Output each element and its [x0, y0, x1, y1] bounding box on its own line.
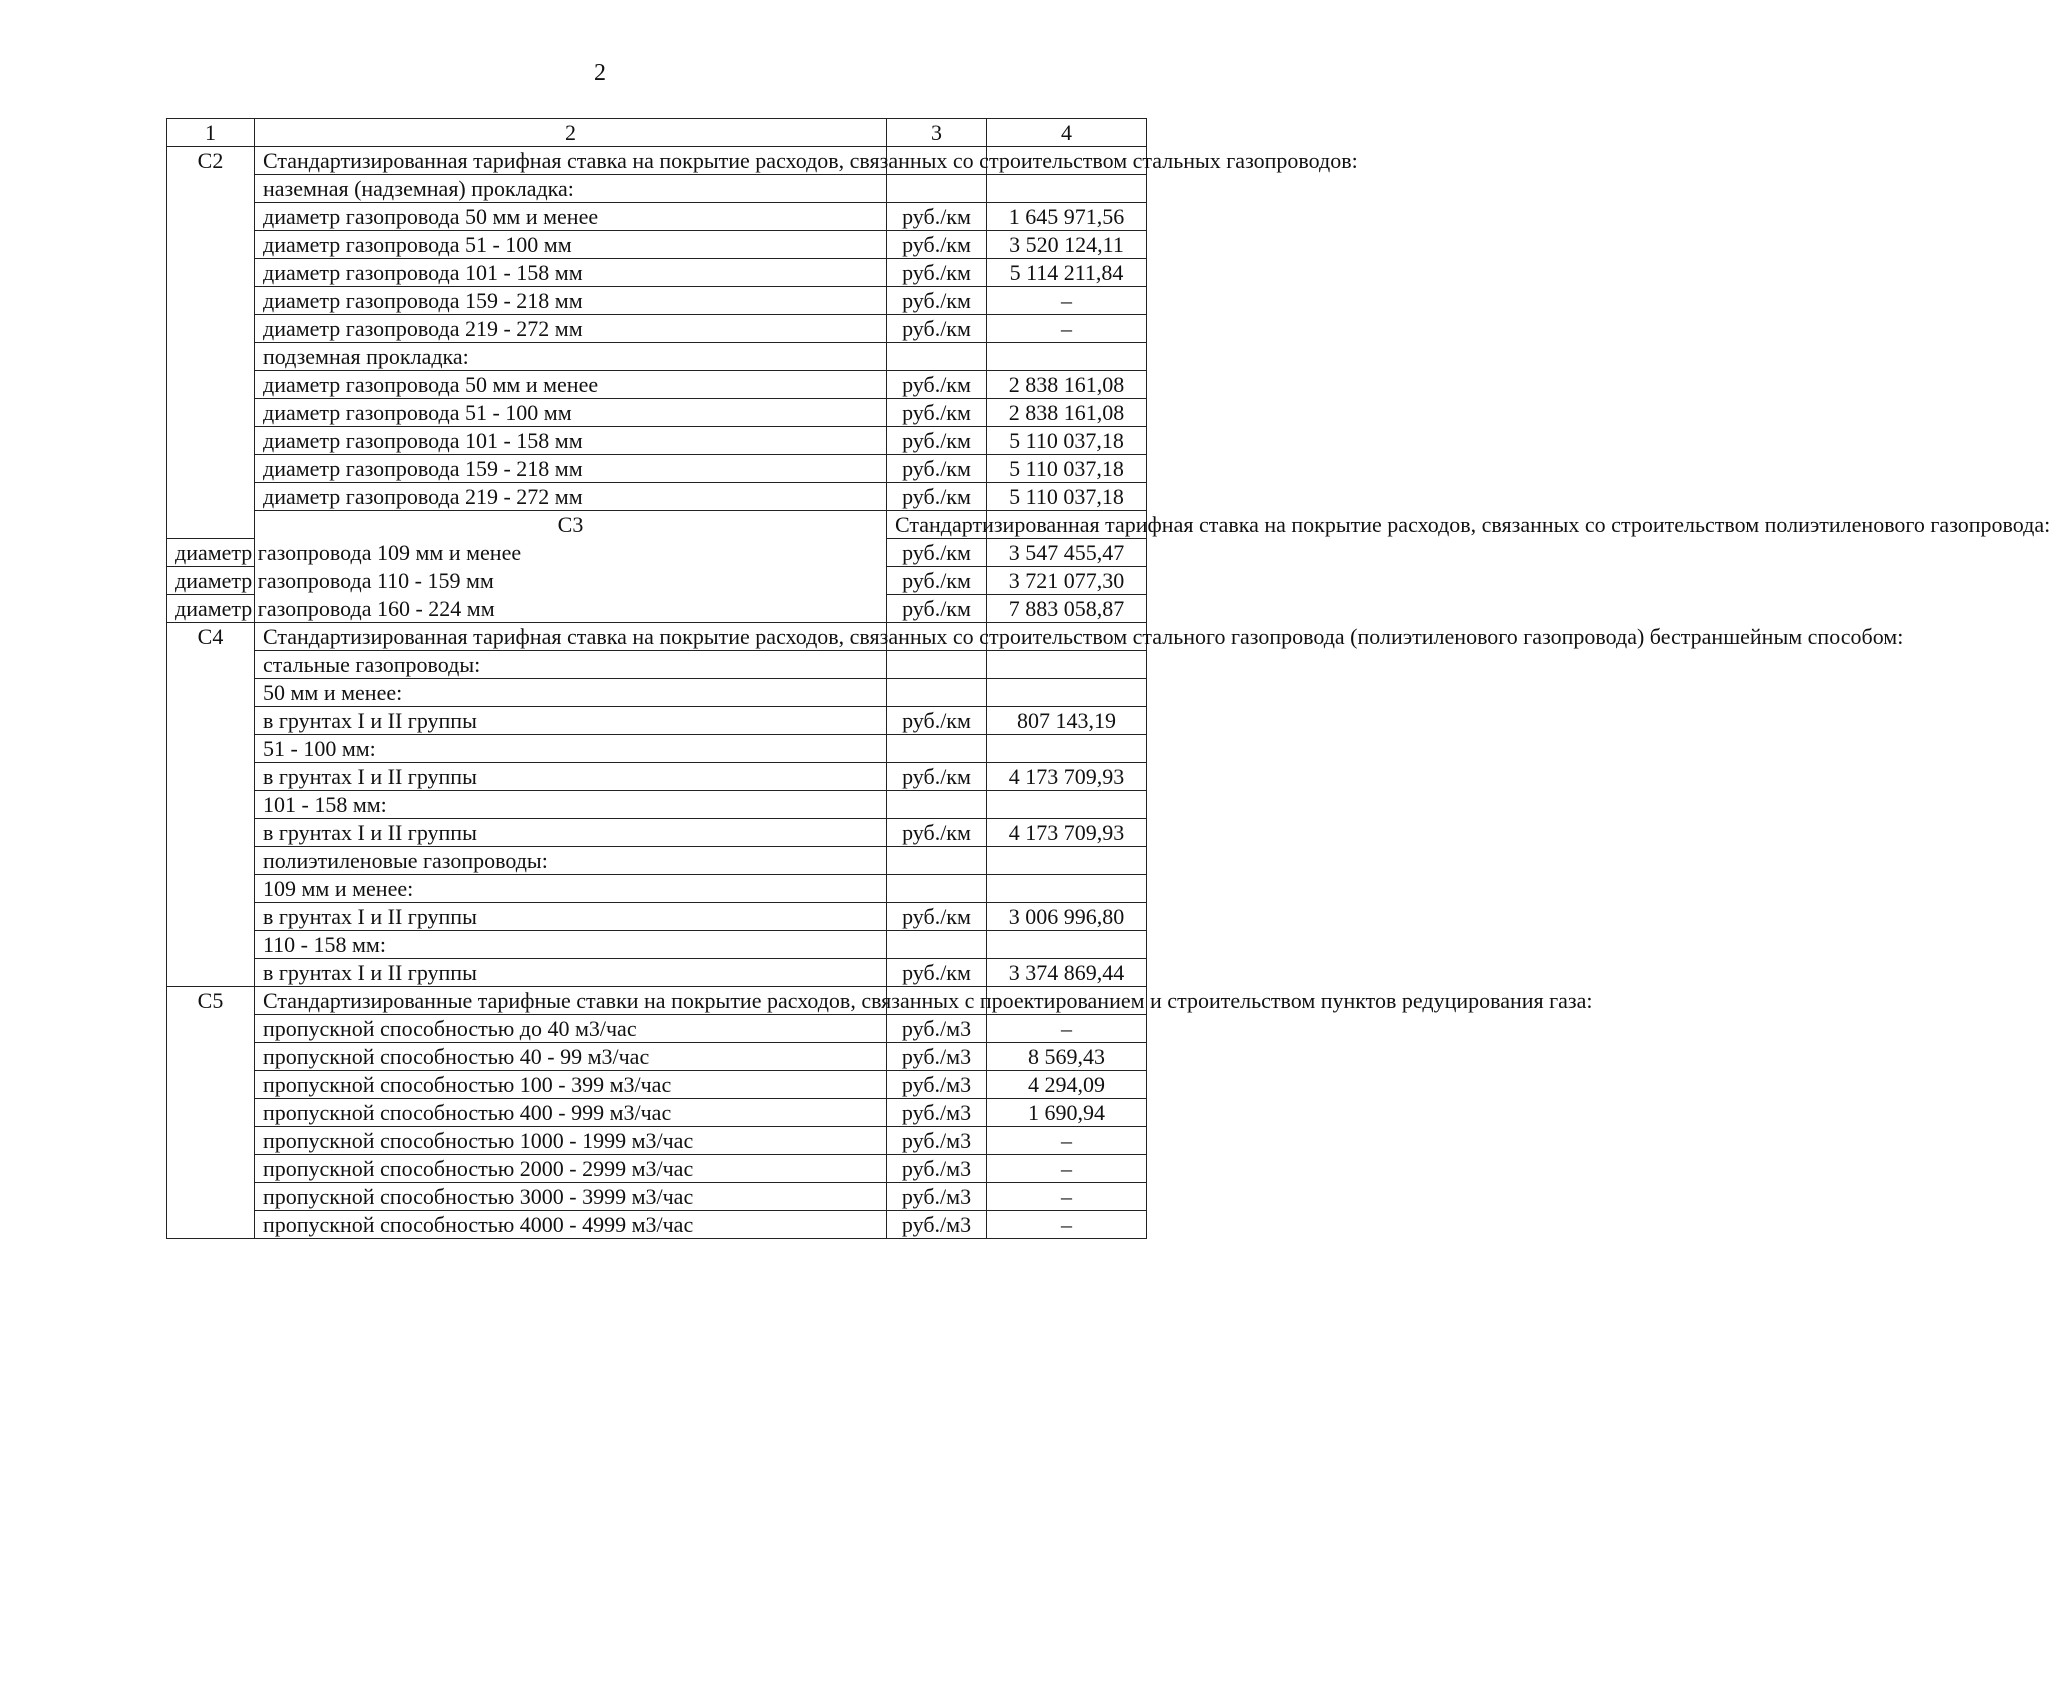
section-code-c5: С5	[167, 987, 255, 1239]
section-c3-title-row	[167, 511, 1147, 539]
row-value: 5 110 037,18	[987, 427, 1147, 455]
row-unit: руб./м3	[887, 1155, 987, 1183]
size-label: 110 - 158 мм:	[255, 931, 887, 959]
table-row	[167, 1127, 1147, 1155]
section-title-c3: Стандартизированная тарифная ставка на покрытие расходов, связанных со строительством полиэтиленового газопровода:	[887, 511, 987, 539]
row-value: –	[987, 1183, 1147, 1211]
row-value: 7 883 058,87	[987, 595, 1147, 623]
row-value: –	[987, 1211, 1147, 1239]
table-row	[167, 707, 1147, 735]
row-value: 807 143,19	[987, 707, 1147, 735]
header-row	[167, 119, 1147, 147]
subsection-label-underground: подземная прокладка:	[255, 343, 887, 371]
row-value: 3 721 077,30	[987, 567, 1147, 595]
table-row	[167, 1183, 1147, 1211]
section-c4-title-row	[167, 623, 1147, 651]
row-value: 3 520 124,11	[987, 231, 1147, 259]
subsection-row	[167, 175, 1147, 203]
row-value: 5 110 037,18	[987, 455, 1147, 483]
row-label: диаметр газопровода 51 - 100 мм	[255, 399, 887, 427]
table-row	[167, 1071, 1147, 1099]
table-row	[167, 259, 1147, 287]
table-row	[167, 819, 1147, 847]
row-label: в грунтах I и II группы	[255, 707, 887, 735]
size-label: 101 - 158 мм:	[255, 791, 887, 819]
row-value: 3 374 869,44	[987, 959, 1147, 987]
table-row	[167, 1155, 1147, 1183]
row-value: 4 173 709,93	[987, 763, 1147, 791]
row-value: 3 006 996,80	[987, 903, 1147, 931]
subsection-row	[167, 343, 1147, 371]
page-number: 2	[594, 60, 606, 86]
row-label: диаметр газопровода 101 - 158 мм	[255, 259, 887, 287]
row-value: 8 569,43	[987, 1043, 1147, 1071]
row-value: 2 838 161,08	[987, 371, 1147, 399]
row-unit: руб./м3	[887, 1043, 987, 1071]
row-label: в грунтах I и II группы	[255, 959, 887, 987]
row-label: диаметр газопровода 159 - 218 мм	[255, 287, 887, 315]
size-label: 109 мм и менее:	[255, 875, 887, 903]
row-unit: руб./км	[887, 287, 987, 315]
row-label: диаметр газопровода 219 - 272 мм	[255, 315, 887, 343]
row-label: пропускной способностью до 40 м3/час	[255, 1015, 887, 1043]
table-row	[167, 1015, 1147, 1043]
subsection-label-above-ground: наземная (надземная) прокладка:	[255, 175, 887, 203]
section-code-c4: С4	[167, 623, 255, 987]
header-col-1: 1	[167, 119, 255, 147]
subsection-row	[167, 847, 1147, 875]
table-row	[167, 455, 1147, 483]
table-row	[167, 1043, 1147, 1071]
row-unit: руб./км	[887, 427, 987, 455]
row-unit: руб./м3	[887, 1211, 987, 1239]
row-value: –	[987, 287, 1147, 315]
row-value: 2 838 161,08	[987, 399, 1147, 427]
row-unit: руб./км	[887, 539, 987, 567]
row-unit: руб./км	[887, 483, 987, 511]
row-unit: руб./км	[887, 455, 987, 483]
row-label: в грунтах I и II группы	[255, 903, 887, 931]
size-row	[167, 679, 1147, 707]
size-row	[167, 931, 1147, 959]
row-label: пропускной способностью 2000 - 2999 м3/час	[255, 1155, 887, 1183]
row-label: диаметр газопровода 219 - 272 мм	[255, 483, 887, 511]
section-c5-title-row	[167, 987, 1147, 1015]
row-unit: руб./км	[887, 903, 987, 931]
row-label: пропускной способностью 4000 - 4999 м3/час	[255, 1211, 887, 1239]
section-code-c3: С3	[255, 511, 887, 623]
row-unit: руб./км	[887, 819, 987, 847]
header-col-3: 3	[887, 119, 987, 147]
row-unit: руб./м3	[887, 1015, 987, 1043]
row-unit: руб./м3	[887, 1127, 987, 1155]
row-value: 5 110 037,18	[987, 483, 1147, 511]
row-label: пропускной способностью 40 - 99 м3/час	[255, 1043, 887, 1071]
row-label: пропускной способностью 100 - 399 м3/час	[255, 1071, 887, 1099]
size-label: 51 - 100 мм:	[255, 735, 887, 763]
table-row	[167, 399, 1147, 427]
row-label: диаметр газопровода 50 мм и менее	[255, 371, 887, 399]
subsection-row	[167, 651, 1147, 679]
row-label: пропускной способностью 400 - 999 м3/час	[255, 1099, 887, 1127]
row-label: в грунтах I и II группы	[255, 819, 887, 847]
table-row	[167, 763, 1147, 791]
row-label: диаметр газопровода 50 мм и менее	[255, 203, 887, 231]
row-unit: руб./км	[887, 763, 987, 791]
section-title-c5: Стандартизированные тарифные ставки на покрытие расходов, связанных с проектированием и строительством пунктов редуцирования газа:	[255, 987, 887, 1015]
table-row	[167, 1211, 1147, 1239]
row-unit: руб./км	[887, 203, 987, 231]
tariff-rates-table	[166, 118, 2050, 1239]
row-unit: руб./м3	[887, 1099, 987, 1127]
section-title-c4: Стандартизированная тарифная ставка на покрытие расходов, связанных со строительством стального газопровода (полиэтиленового газопровода) бестраншейным способом:	[255, 623, 887, 651]
row-label: диаметр газопровода 110 - 159 мм	[167, 567, 255, 595]
row-label: диаметр газопровода 101 - 158 мм	[255, 427, 887, 455]
row-label: диаметр газопровода 159 - 218 мм	[255, 455, 887, 483]
table-row	[167, 427, 1147, 455]
table-row	[167, 287, 1147, 315]
table-row	[167, 483, 1147, 511]
row-label: диаметр газопровода 160 - 224 мм	[167, 595, 255, 623]
row-value: –	[987, 1155, 1147, 1183]
row-unit: руб./м3	[887, 1183, 987, 1211]
section-c2-title-row	[167, 147, 1147, 175]
row-label: в грунтах I и II группы	[255, 763, 887, 791]
row-unit: руб./км	[887, 567, 987, 595]
size-row	[167, 875, 1147, 903]
size-row	[167, 791, 1147, 819]
size-label: 50 мм и менее:	[255, 679, 887, 707]
table-row	[167, 903, 1147, 931]
row-unit: руб./км	[887, 315, 987, 343]
row-unit: руб./км	[887, 259, 987, 287]
row-unit: руб./км	[887, 707, 987, 735]
row-unit: руб./км	[887, 959, 987, 987]
header-col-2: 2	[255, 119, 887, 147]
row-label: диаметр газопровода 51 - 100 мм	[255, 231, 887, 259]
section-title-c2: Стандартизированная тарифная ставка на покрытие расходов, связанных со строительством стальных газопроводов:	[255, 147, 887, 175]
row-value: 1 645 971,56	[987, 203, 1147, 231]
row-label: диаметр газопровода 109 мм и менее	[167, 539, 255, 567]
row-value: –	[987, 1127, 1147, 1155]
row-value: 3 547 455,47	[987, 539, 1147, 567]
row-value: 4 173 709,93	[987, 819, 1147, 847]
row-value: 1 690,94	[987, 1099, 1147, 1127]
row-value: –	[987, 315, 1147, 343]
row-unit: руб./км	[887, 399, 987, 427]
row-value: 4 294,09	[987, 1071, 1147, 1099]
row-label: пропускной способностью 3000 - 3999 м3/час	[255, 1183, 887, 1211]
subsection-label-steel: стальные газопроводы:	[255, 651, 887, 679]
table-row	[167, 959, 1147, 987]
table-row	[167, 231, 1147, 259]
header-col-4: 4	[987, 119, 1147, 147]
row-value: 5 114 211,84	[987, 259, 1147, 287]
table-row	[167, 1099, 1147, 1127]
section-code-c2: С2	[167, 147, 255, 539]
row-unit: руб./км	[887, 231, 987, 259]
row-unit: руб./м3	[887, 1071, 987, 1099]
table-row	[167, 371, 1147, 399]
row-label: пропускной способностью 1000 - 1999 м3/час	[255, 1127, 887, 1155]
subsection-label-poly: полиэтиленовые газопроводы:	[255, 847, 887, 875]
row-value: –	[987, 1015, 1147, 1043]
table-row	[167, 315, 1147, 343]
table-row	[167, 203, 1147, 231]
row-unit: руб./км	[887, 371, 987, 399]
row-unit: руб./км	[887, 595, 987, 623]
size-row	[167, 735, 1147, 763]
